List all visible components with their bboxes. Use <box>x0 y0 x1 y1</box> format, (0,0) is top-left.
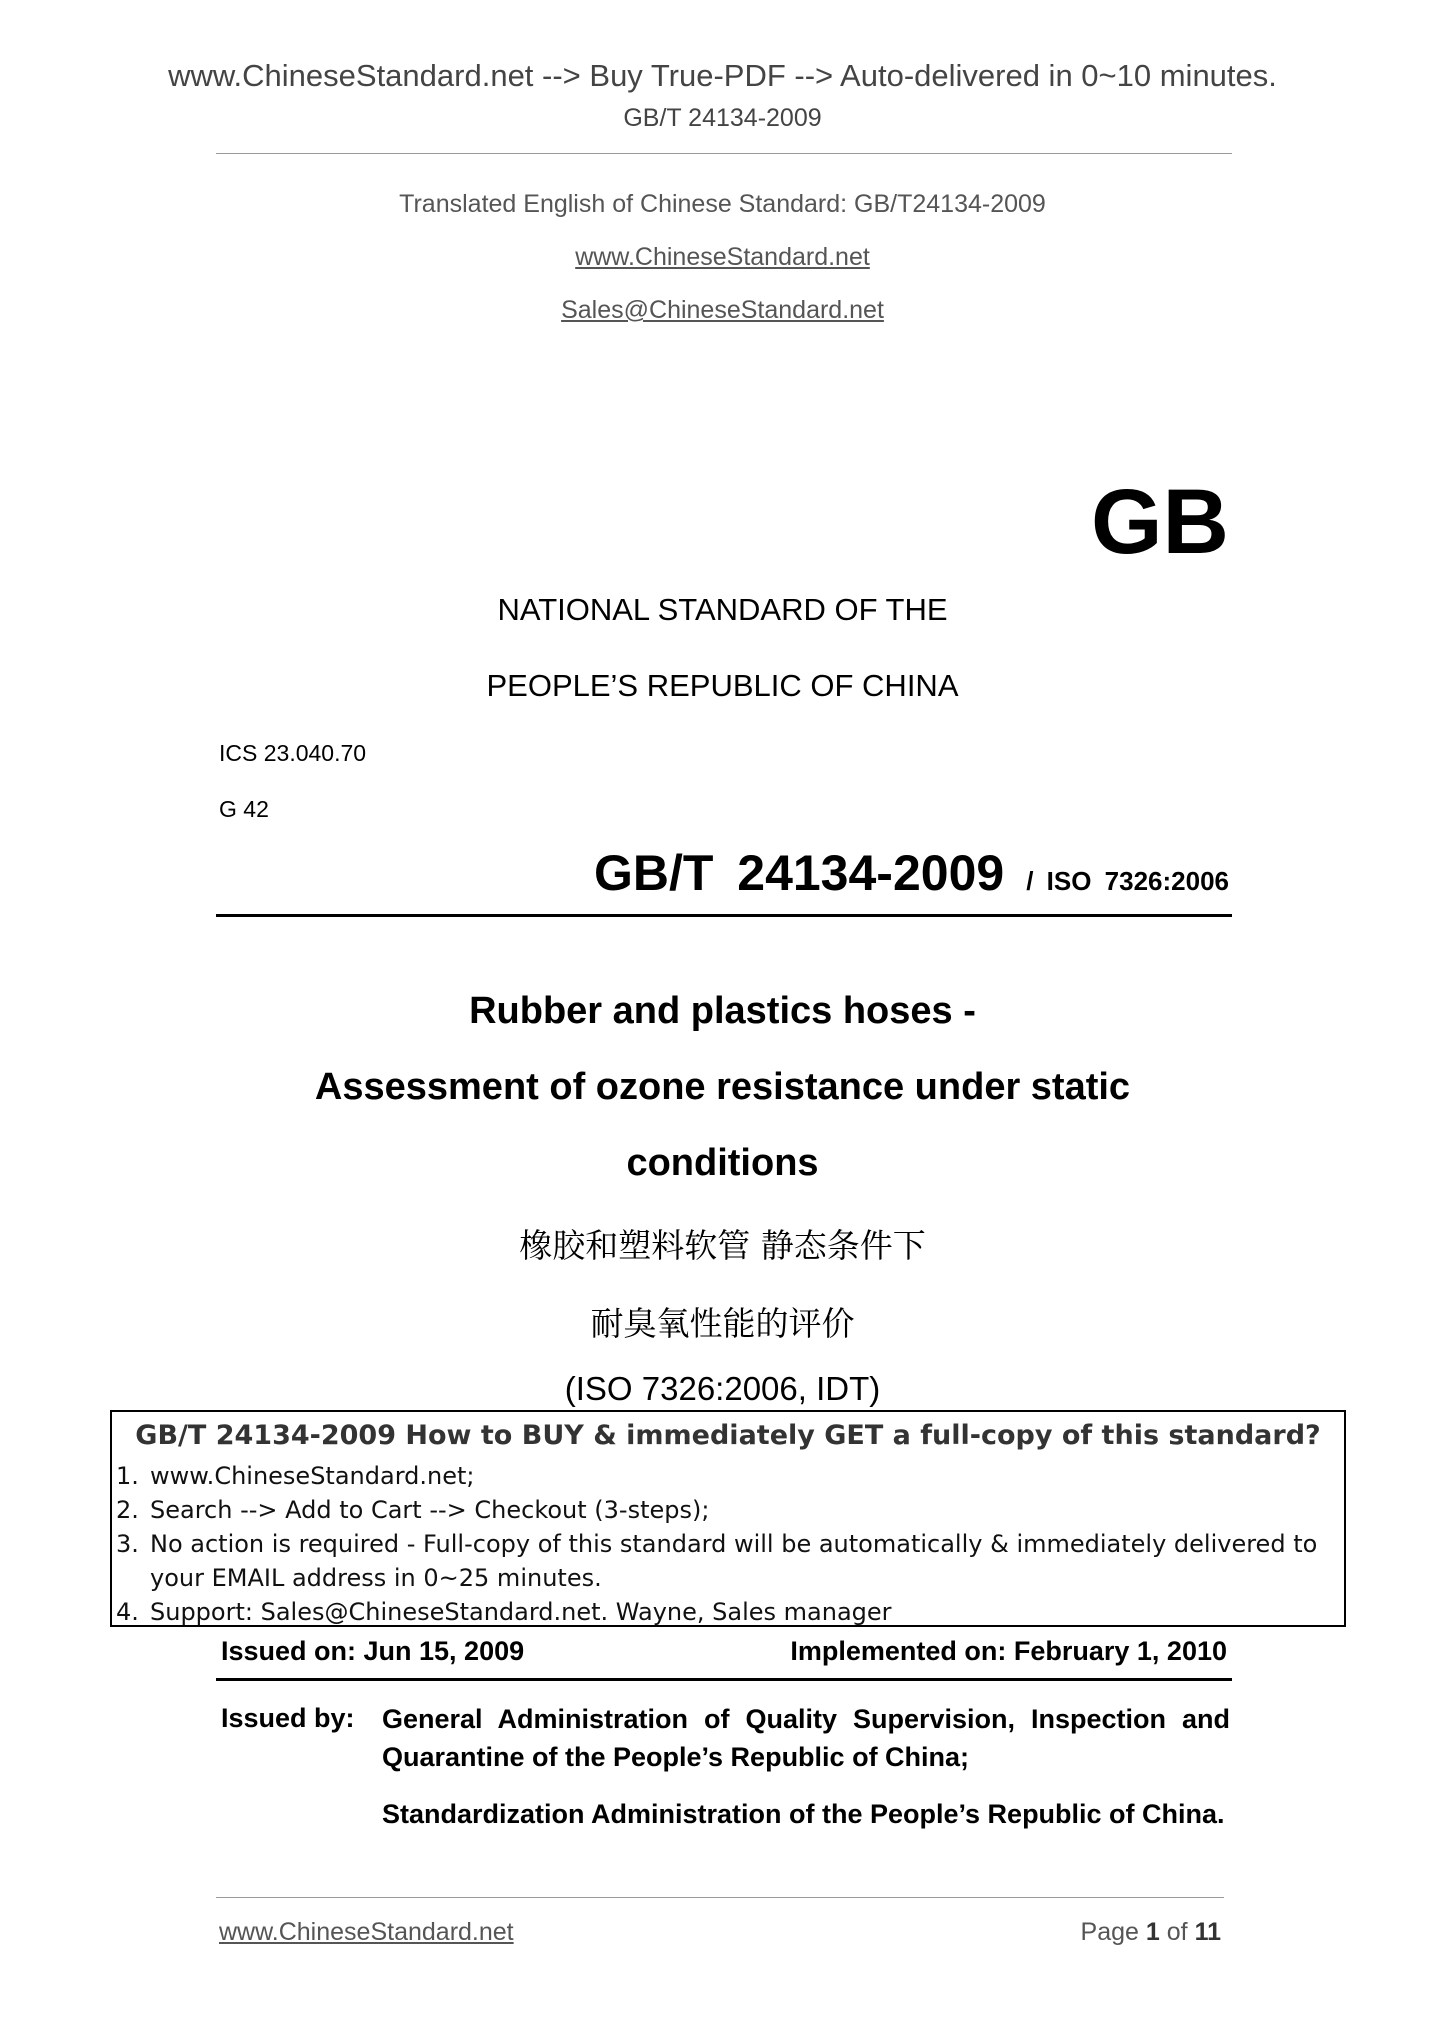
buy-step-1: 1. www.ChineseStandard.net; <box>116 1462 475 1490</box>
footer-divider <box>216 1897 1224 1898</box>
buy-step-4: 4. Support: Sales@ChineseStandard.net. Wayne, Sales manager <box>116 1598 892 1626</box>
national-standard-line1: NATIONAL STANDARD OF THE <box>497 592 948 627</box>
title-line2: Assessment of ozone resistance under static <box>314 1066 1131 1108</box>
page-number: Page 1 of 11 <box>1080 1918 1221 1946</box>
header-banner: www.ChineseStandard.net --> Buy True-PDF --> Auto-delivered in 0~10 minutes. <box>168 58 1277 93</box>
standard-number <box>594 844 1229 902</box>
email-link[interactable]: Sales@ChineseStandard.net <box>561 296 884 324</box>
standard-number-main: GB/T 24134-2009 <box>593 845 1005 901</box>
buy-box-heading: GB/T 24134-2009 How to BUY & immediately GET a full-copy of this standard? <box>135 1420 1321 1451</box>
dates-divider <box>216 1678 1232 1681</box>
page-current: 1 <box>1145 1918 1160 1946</box>
implemented-on-date: Implemented on: February 1, 2010 <box>790 1636 1227 1666</box>
buy-step-2: 2. Search --> Add to Cart --> Checkout (3-steps); <box>116 1496 710 1524</box>
standard-number-iso: / ISO 7326:2006 <box>1026 866 1229 896</box>
footer-site-link[interactable]: www.ChineseStandard.net <box>219 1918 514 1946</box>
iso-equivalence: (ISO 7326:2006, IDT) <box>564 1370 881 1407</box>
national-standard-line2: PEOPLE’S REPUBLIC OF CHINA <box>486 668 959 703</box>
header-divider <box>216 153 1232 154</box>
site-link[interactable]: www.ChineseStandard.net <box>575 243 870 271</box>
buy-step-3-continued: your EMAIL address in 0~25 minutes. <box>150 1564 602 1592</box>
issued-by-label: Issued by: <box>221 1703 355 1733</box>
buy-step-3: 3. No action is required - Full-copy of this standard will be automatically & immediately delivered to <box>116 1530 1318 1558</box>
title-line1: Rubber and plastics hoses - <box>469 990 976 1032</box>
title-line3: conditions <box>626 1142 819 1184</box>
page-total: 11 <box>1194 1918 1221 1946</box>
ics-code: ICS 23.040.70 <box>219 740 367 766</box>
chinese-title-line1: 橡胶和塑料软管 静态条件下 <box>519 1226 926 1265</box>
issuer-sac: Standardization Administration of the People’s Republic of China. <box>382 1799 1225 1829</box>
translated-note: Translated English of Chinese Standard: GB/T24134-2009 <box>399 190 1046 218</box>
issued-on-date: Issued on: Jun 15, 2009 <box>221 1636 525 1666</box>
gb-mark: GB <box>1091 471 1229 573</box>
ccs-code: G 42 <box>219 796 269 822</box>
chinese-title-line2: 耐臭氧性能的评价 <box>590 1304 855 1343</box>
buy-instructions-box <box>110 1410 1346 1627</box>
issuer-aqsiq: General Administration of Quality Supervision, Inspection and Quarantine of the People’s Republic of China; <box>382 1704 1230 1772</box>
standard-number-divider <box>216 914 1232 917</box>
header-standard-code: GB/T 24134-2009 <box>623 104 822 132</box>
